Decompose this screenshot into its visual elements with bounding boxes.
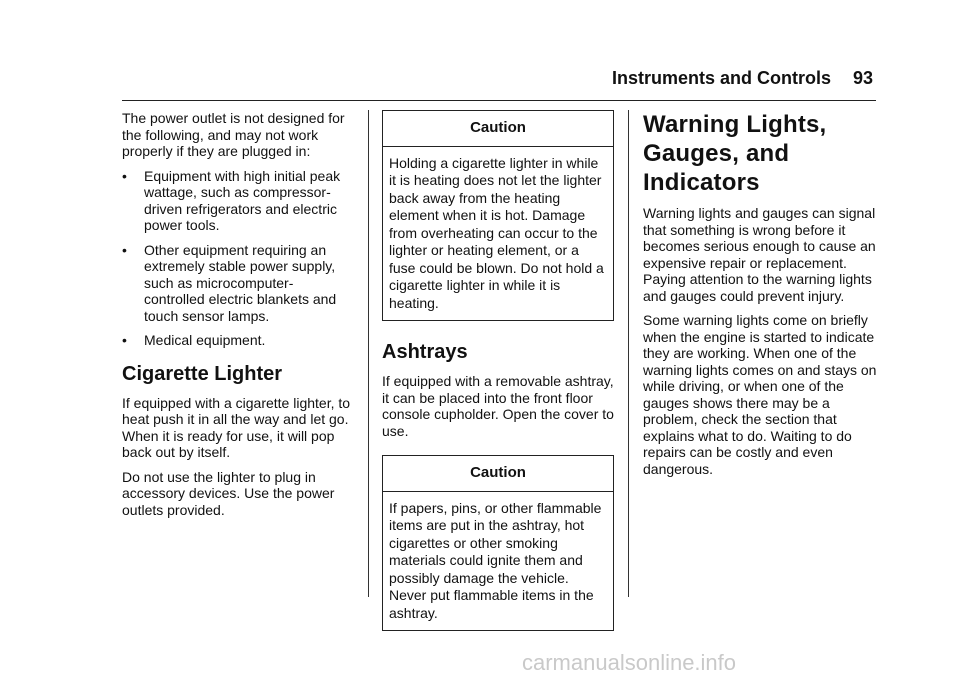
caution-title: Caution — [383, 111, 613, 147]
ashtrays-heading: Ashtrays — [382, 341, 468, 363]
column-right — [643, 110, 879, 485]
caution-title: Caution — [383, 456, 613, 492]
list-item-text: Medical equipment. — [144, 332, 266, 348]
lighter-instructions: If equipped with a cigarette lighter, to heat push it in all the way and let go. When it is ready for use, it will pop back out by itself. — [122, 394, 351, 460]
warning-lights-heading: Warning Lights, Gauges, and Indicators — [643, 111, 827, 196]
watermark-text: carmanualsonline.info — [522, 650, 737, 675]
header-divider — [122, 100, 876, 101]
list-item — [122, 168, 354, 234]
bullet-icon: • — [122, 241, 127, 258]
column-middle — [382, 110, 614, 631]
section-title: Instruments and Controls — [612, 68, 832, 88]
caution-text: Holding a cigarette lighter in while it is heating does not let the lighter back away from the heating element when it is hot. Damage from overheating can occur to the lighter or heating element, or a fuse could be blown. Do not hold a cigarette lighter in while it is heating. — [389, 154, 604, 311]
column-divider — [368, 110, 369, 597]
ashtrays-text: If equipped with a removable ashtray, it can be placed into the front floor console cupholder. Open the cover to use. — [382, 373, 614, 439]
bullet-icon: • — [122, 167, 127, 184]
page-header — [0, 68, 960, 92]
column-divider — [628, 110, 629, 597]
column-left — [122, 110, 354, 526]
list-item — [122, 242, 354, 325]
caution-box — [382, 110, 614, 321]
outlet-intro: The power outlet is not designed for the following, and may not work properly if they are plugged in: — [122, 110, 345, 159]
list-item — [122, 332, 354, 349]
bullet-icon: • — [122, 332, 127, 348]
list-item-text: Other equipment requiring an extremely stable power supply, such as microcomputer-controlled electric blankets and touch sensor lamps. — [144, 241, 337, 324]
caution-box — [382, 455, 614, 631]
warning-lights-detail: Some warning lights come on briefly when the engine is started to indicate they are working. When one of the warning lights comes on and stays on while driving, or when one of the gauges shows there may be a problem, check the section that explains what to do. Waiting to do repairs can be costly and even dangerous. — [643, 312, 877, 477]
lighter-warning-text: Do not use the lighter to plug in accessory devices. Use the power outlets provided. — [122, 468, 335, 518]
page-number: 93 — [853, 68, 874, 88]
cigarette-lighter-heading: Cigarette Lighter — [122, 362, 283, 385]
list-item-text: Equipment with high initial peak wattage, such as compressor-driven refrigerators and electric power tools. — [144, 167, 341, 233]
caution-text: If papers, pins, or other flammable items are put in the ashtray, hot cigarettes or other smoking materials could ignite them and possibly damage the vehicle. Never put flammable items in the ashtray. — [389, 499, 602, 621]
warning-lights-intro: Warning lights and gauges can signal that something is wrong before it becomes serious enough to cause an expensive repair or replacement. Paying attention to the warning lights and gauges could prevent injury. — [643, 205, 876, 304]
